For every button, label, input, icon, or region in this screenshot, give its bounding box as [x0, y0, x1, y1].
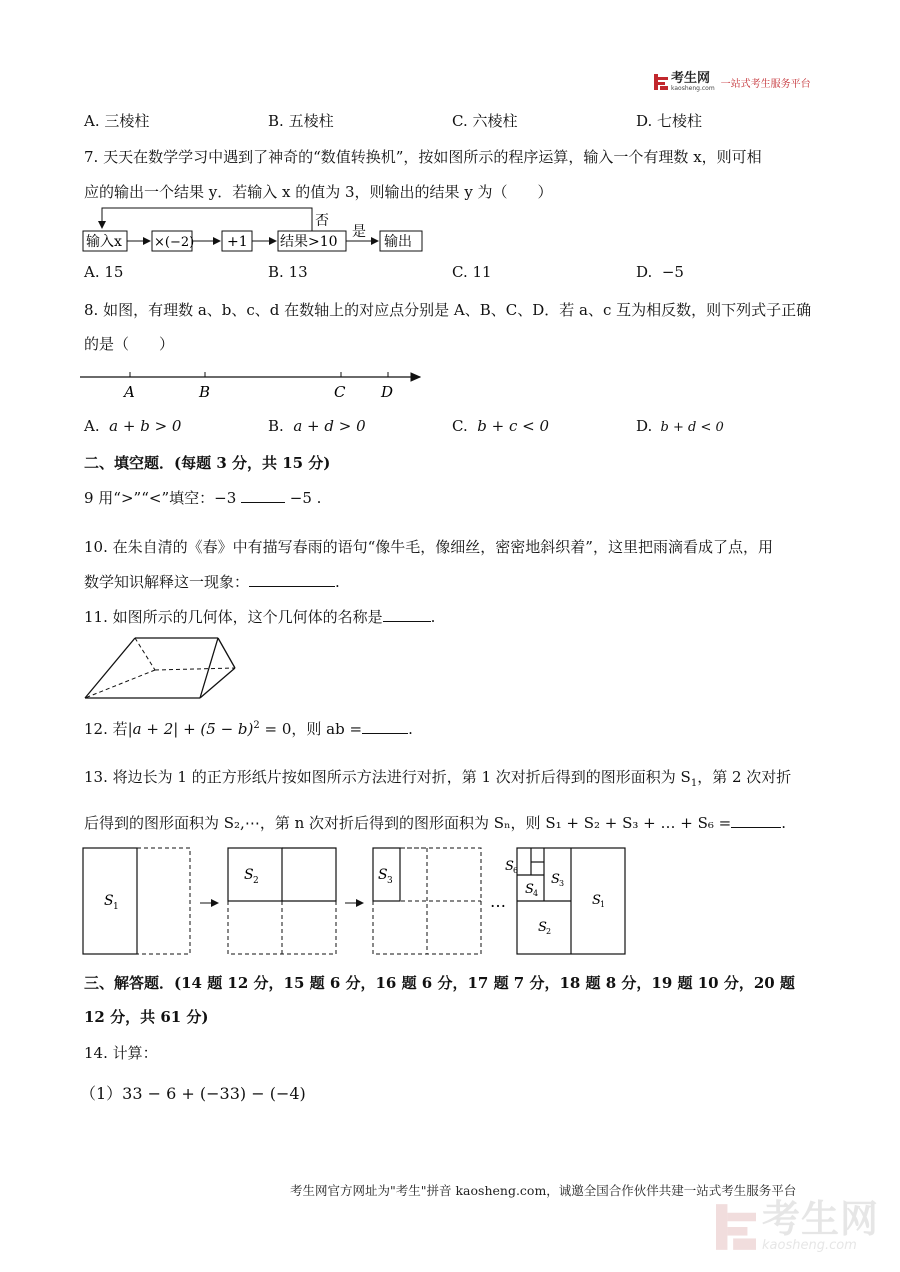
flow-output-text: 输出 [384, 234, 412, 250]
svg-text:S: S [244, 867, 254, 883]
q13-folding-figure [80, 845, 630, 957]
q6-option-b: B. 五棱柱 [268, 112, 334, 130]
q10-line2: 数学知识解释这一现象： . [84, 573, 340, 591]
q6-option-c: C. 六棱柱 [452, 112, 518, 130]
header-logo [654, 72, 811, 92]
flow-mult-text: ×(−2) [154, 235, 195, 250]
section2-title: 二、填空题．(每题 3 分，共 15 分) [84, 454, 331, 472]
q8-option-d: D. b + d < 0 [636, 417, 724, 435]
q7-line1: 7. 天天在数学学习中遇到了神奇的“数值转换机”，按如图所示的程序运算，输入一个有理数 x，则可相 [84, 148, 762, 166]
q8-option-c: C. b + c < 0 [452, 417, 550, 435]
flow-check-text: 结果>10 [280, 234, 338, 250]
q6-option-a: A. 三棱柱 [84, 112, 150, 130]
fold-figure-3 [373, 848, 481, 954]
q10-line1: 10. 在朱自清的《春》中有描写春雨的语句“像牛毛，像细丝，密密地斜织着”，这里把雨滴看成了点，用 [84, 538, 773, 556]
fold-figure-1 [83, 848, 190, 954]
label-b: B [199, 383, 211, 401]
kaosheng-logo-icon [654, 74, 668, 90]
q8-line1: 8. 如图，有理数 a、b、c、d 在数轴上的对应点分别是 A、B、C、D．若 a、c 互为相反数，则下列式子正确 [84, 301, 812, 319]
flow-loop-no [102, 208, 312, 231]
q8-line2: 的是（ ） [84, 335, 175, 353]
label-c: C [334, 383, 346, 401]
svg-text:S: S [525, 882, 534, 897]
flow-yes-label: 是 [352, 224, 366, 240]
svg-text:S: S [104, 893, 114, 909]
q7-flowchart [80, 205, 425, 255]
svg-text:S: S [378, 867, 388, 883]
q7-option-b: B. 13 [268, 263, 308, 281]
q8-option-b: B. a + d > 0 [268, 417, 366, 435]
svg-text:6: 6 [513, 866, 519, 875]
watermark [716, 1197, 880, 1253]
q7-line2: 应的输出一个结果 y．若输入 x 的值为 3，则输出的结果 y 为（ ） [84, 183, 553, 201]
q12: 12. 若$|a + 2| + (5 - b)^2 = 0$，则 ab = . [84, 720, 413, 738]
section3-title-line2: 12 分，共 61 分) [84, 1008, 209, 1026]
logo-text: 考生网 [671, 71, 711, 86]
flow-no-label: 否 [315, 213, 329, 229]
q11-prism-figure [80, 630, 245, 705]
q6-option-d: D. 七棱柱 [636, 112, 703, 130]
q12-answer-blank[interactable] [362, 719, 408, 734]
q13-answer-blank[interactable] [731, 813, 781, 828]
q13-line1: 13. 将边长为 1 的正方形纸片按如图所示方法进行对折，第 1 次对折后得到的图形面积为 $S_1$，第 2 次对折 [84, 768, 792, 789]
svg-text:1: 1 [600, 900, 606, 909]
q14-title: 14. 计算： [84, 1044, 158, 1062]
svg-text:4: 4 [533, 889, 539, 898]
watermark-subtext: kaosheng.com [762, 1238, 857, 1253]
fold-figure-2 [228, 848, 336, 954]
svg-text:S: S [505, 859, 514, 874]
q8-option-a: A. a + b > 0 [84, 417, 182, 435]
svg-text:3: 3 [559, 879, 565, 888]
label-a: A [124, 383, 135, 401]
svg-text:S: S [551, 872, 560, 887]
q10-answer-blank[interactable] [249, 572, 335, 587]
svg-text:S: S [592, 893, 601, 908]
svg-text:1: 1 [113, 902, 119, 912]
svg-text:3: 3 [387, 876, 393, 886]
watermark-text: 考生网 [762, 1197, 880, 1241]
fold-figure-4 [517, 848, 625, 954]
section3-title-line1: 三、解答题．(14 题 12 分，15 题 6 分，16 题 6 分，17 题 7 分，18 题 8 分，19 题 10 分，20 题 [84, 974, 795, 992]
fold-figure-4-labels [505, 859, 605, 936]
footer-text: 考生网官方网址为"考生"拼音 kaosheng.com，诚邀全国合作伙伴共建一站式考生服务平台 [290, 1183, 797, 1198]
watermark-logo-icon [716, 1203, 756, 1251]
flow-add-text: +1 [227, 234, 248, 250]
svg-text:2: 2 [253, 876, 259, 886]
q7-option-c: C. 11 [452, 263, 492, 281]
q11: 11. 如图所示的几何体，这个几何体的名称是 . [84, 608, 436, 626]
fold-ellipsis: … [490, 892, 506, 911]
logo-slogan: 一站式考生服务平台 [720, 78, 811, 90]
q9-answer-blank[interactable] [241, 488, 285, 503]
label-d: D [381, 383, 394, 401]
q13-line2: 后得到的图形面积为 S₂,⋯，第 n 次对折后得到的图形面积为 Sₙ，则 S₁ + S₂ + S₃ + … + S₆ = . [84, 814, 787, 832]
q9: 9 用“>”“<”填空：−3 −5 . [84, 489, 322, 507]
flow-input-text: 输入x [86, 234, 122, 250]
svg-text:S: S [538, 920, 547, 935]
q14-item1: （1）33 − 6 + (−33) − (−4) [80, 1084, 306, 1103]
q7-option-a: A. 15 [84, 263, 124, 281]
svg-text:2: 2 [546, 927, 552, 936]
q8-number-line [80, 362, 430, 404]
q7-option-d: D. −5 [636, 263, 684, 281]
q11-answer-blank[interactable] [383, 607, 431, 622]
logo-subtext: kaosheng.com [671, 85, 715, 92]
